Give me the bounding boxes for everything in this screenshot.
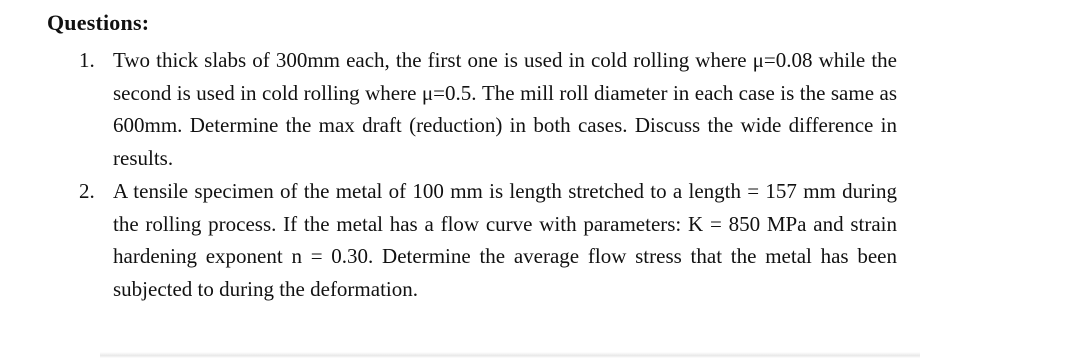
question-item-1 [79, 44, 897, 175]
question-text: A tensile specimen of the metal of 100 mm is length stretched to a length = 157 mm during the rolling process. If the metal has a flow curve with parameters: K = 850 MPa and strain hardening exponent n = 0.30. Determine the average flow stress that the metal has been subjected to during the deformation. [113, 178, 897, 301]
cropped-next-line-edge [100, 352, 920, 358]
question-number: 2. [79, 178, 95, 203]
questions-heading: Questions: [47, 10, 150, 35]
question-item-2 [79, 175, 897, 306]
question-number: 1. [79, 48, 95, 72]
question-text: Two thick slabs of 300mm each, the first one is used in cold rolling where μ=0.08 while the second is used in cold rolling where μ=0.5. The mill roll diameter in each case is the same as 600mm. Determine the max draft (reduction) in both cases. Discuss the wide difference in results. [113, 48, 897, 171]
questions-list [79, 44, 897, 306]
